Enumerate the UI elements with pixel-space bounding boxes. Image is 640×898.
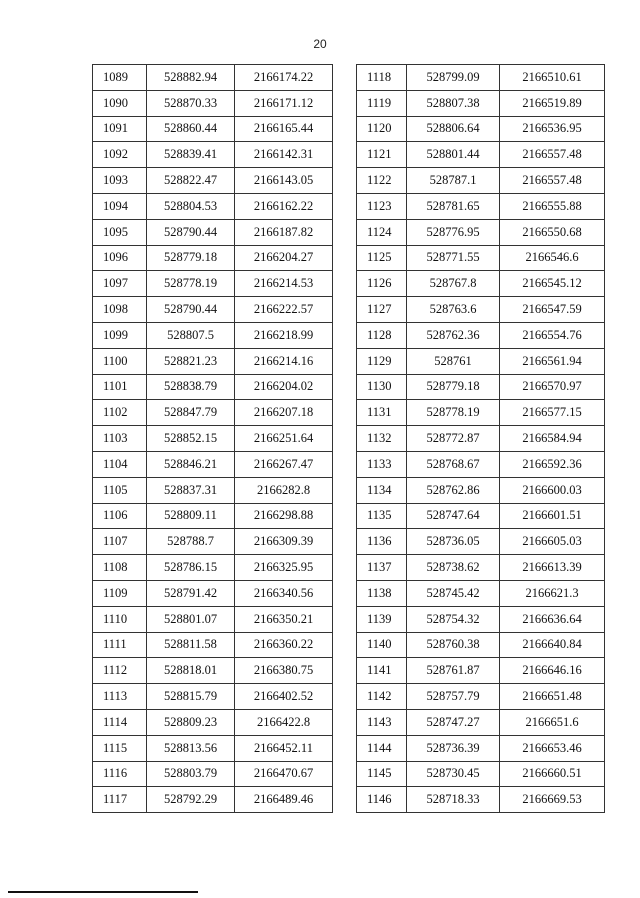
table-row xyxy=(93,400,333,426)
x-coordinate-cell: 528791.42 xyxy=(147,580,235,606)
table-row xyxy=(357,580,605,606)
y-coordinate-cell: 2166600.03 xyxy=(500,477,605,503)
table-row xyxy=(357,503,605,529)
x-coordinate-cell: 528778.19 xyxy=(147,271,235,297)
y-coordinate-cell: 2166422.8 xyxy=(235,709,333,735)
point-number-cell: 1138 xyxy=(357,580,407,606)
table-row xyxy=(357,451,605,477)
footnote-rule xyxy=(8,891,198,893)
y-coordinate-cell: 2166171.12 xyxy=(235,90,333,116)
x-coordinate-cell: 528788.7 xyxy=(147,529,235,555)
y-coordinate-cell: 2166222.57 xyxy=(235,297,333,323)
x-coordinate-cell: 528730.45 xyxy=(407,761,500,787)
point-number-cell: 1128 xyxy=(357,322,407,348)
y-coordinate-cell: 2166204.27 xyxy=(235,245,333,271)
point-number-cell: 1104 xyxy=(93,451,147,477)
table-row xyxy=(93,168,333,194)
x-coordinate-cell: 528815.79 xyxy=(147,684,235,710)
point-number-cell: 1108 xyxy=(93,555,147,581)
y-coordinate-cell: 2166510.61 xyxy=(500,65,605,91)
x-coordinate-cell: 528757.79 xyxy=(407,684,500,710)
point-number-cell: 1125 xyxy=(357,245,407,271)
point-number-cell: 1117 xyxy=(93,787,147,813)
x-coordinate-cell: 528776.95 xyxy=(407,219,500,245)
x-coordinate-cell: 528821.23 xyxy=(147,348,235,374)
table-row xyxy=(93,580,333,606)
x-coordinate-cell: 528787.1 xyxy=(407,168,500,194)
point-number-cell: 1137 xyxy=(357,555,407,581)
y-coordinate-cell: 2166350.21 xyxy=(235,606,333,632)
point-number-cell: 1120 xyxy=(357,116,407,142)
table-row xyxy=(357,787,605,813)
table-row xyxy=(357,245,605,271)
table-row xyxy=(93,90,333,116)
x-coordinate-cell: 528809.23 xyxy=(147,709,235,735)
y-coordinate-cell: 2166489.46 xyxy=(235,787,333,813)
y-coordinate-cell: 2166545.12 xyxy=(500,271,605,297)
y-coordinate-cell: 2166651.6 xyxy=(500,709,605,735)
x-coordinate-cell: 528870.33 xyxy=(147,90,235,116)
table-row xyxy=(357,90,605,116)
x-coordinate-cell: 528762.86 xyxy=(407,477,500,503)
y-coordinate-cell: 2166187.82 xyxy=(235,219,333,245)
point-number-cell: 1111 xyxy=(93,632,147,658)
table-row xyxy=(357,735,605,761)
page-number: 20 xyxy=(313,37,327,51)
point-number-cell: 1142 xyxy=(357,684,407,710)
x-coordinate-cell: 528839.41 xyxy=(147,142,235,168)
point-number-cell: 1103 xyxy=(93,426,147,452)
x-coordinate-cell: 528838.79 xyxy=(147,374,235,400)
point-number-cell: 1101 xyxy=(93,374,147,400)
point-number-cell: 1126 xyxy=(357,271,407,297)
table-row xyxy=(357,606,605,632)
point-number-cell: 1130 xyxy=(357,374,407,400)
x-coordinate-cell: 528809.11 xyxy=(147,503,235,529)
y-coordinate-cell: 2166142.31 xyxy=(235,142,333,168)
point-number-cell: 1115 xyxy=(93,735,147,761)
point-number-cell: 1099 xyxy=(93,322,147,348)
y-coordinate-cell: 2166557.48 xyxy=(500,168,605,194)
x-coordinate-cell: 528847.79 xyxy=(147,400,235,426)
table-row xyxy=(93,787,333,813)
point-number-cell: 1129 xyxy=(357,348,407,374)
table-row xyxy=(93,219,333,245)
table-row xyxy=(357,271,605,297)
point-number-cell: 1131 xyxy=(357,400,407,426)
point-number-cell: 1124 xyxy=(357,219,407,245)
y-coordinate-cell: 2166402.52 xyxy=(235,684,333,710)
y-coordinate-cell: 2166547.59 xyxy=(500,297,605,323)
table-row xyxy=(93,735,333,761)
table-row xyxy=(93,193,333,219)
y-coordinate-cell: 2166360.22 xyxy=(235,632,333,658)
table-row xyxy=(357,426,605,452)
table-row xyxy=(357,193,605,219)
x-coordinate-cell: 528778.19 xyxy=(407,400,500,426)
point-number-cell: 1100 xyxy=(93,348,147,374)
x-coordinate-cell: 528807.38 xyxy=(407,90,500,116)
table-row xyxy=(93,271,333,297)
table-row xyxy=(93,245,333,271)
coordinate-table-left-body xyxy=(93,65,333,813)
x-coordinate-cell: 528801.07 xyxy=(147,606,235,632)
x-coordinate-cell: 528811.58 xyxy=(147,632,235,658)
x-coordinate-cell: 528738.62 xyxy=(407,555,500,581)
x-coordinate-cell: 528779.18 xyxy=(147,245,235,271)
x-coordinate-cell: 528799.09 xyxy=(407,65,500,91)
table-row xyxy=(93,374,333,400)
y-coordinate-cell: 2166601.51 xyxy=(500,503,605,529)
y-coordinate-cell: 2166309.39 xyxy=(235,529,333,555)
point-number-cell: 1144 xyxy=(357,735,407,761)
table-row xyxy=(357,348,605,374)
point-number-cell: 1122 xyxy=(357,168,407,194)
table-row xyxy=(93,658,333,684)
y-coordinate-cell: 2166470.67 xyxy=(235,761,333,787)
y-coordinate-cell: 2166218.99 xyxy=(235,322,333,348)
point-number-cell: 1135 xyxy=(357,503,407,529)
point-number-cell: 1106 xyxy=(93,503,147,529)
point-number-cell: 1113 xyxy=(93,684,147,710)
y-coordinate-cell: 2166570.97 xyxy=(500,374,605,400)
x-coordinate-cell: 528818.01 xyxy=(147,658,235,684)
table-row xyxy=(93,477,333,503)
x-coordinate-cell: 528762.36 xyxy=(407,322,500,348)
table-row xyxy=(93,606,333,632)
x-coordinate-cell: 528813.56 xyxy=(147,735,235,761)
x-coordinate-cell: 528846.21 xyxy=(147,451,235,477)
point-number-cell: 1134 xyxy=(357,477,407,503)
point-number-cell: 1143 xyxy=(357,709,407,735)
coordinate-table-left xyxy=(92,64,333,813)
point-number-cell: 1114 xyxy=(93,709,147,735)
x-coordinate-cell: 528786.15 xyxy=(147,555,235,581)
x-coordinate-cell: 528790.44 xyxy=(147,297,235,323)
x-coordinate-cell: 528779.18 xyxy=(407,374,500,400)
y-coordinate-cell: 2166214.53 xyxy=(235,271,333,297)
point-number-cell: 1091 xyxy=(93,116,147,142)
y-coordinate-cell: 2166592.36 xyxy=(500,451,605,477)
y-coordinate-cell: 2166640.84 xyxy=(500,632,605,658)
y-coordinate-cell: 2166669.53 xyxy=(500,787,605,813)
table-row xyxy=(357,477,605,503)
table-row xyxy=(93,709,333,735)
table-row xyxy=(357,529,605,555)
x-coordinate-cell: 528790.44 xyxy=(147,219,235,245)
point-number-cell: 1090 xyxy=(93,90,147,116)
point-number-cell: 1092 xyxy=(93,142,147,168)
y-coordinate-cell: 2166554.76 xyxy=(500,322,605,348)
point-number-cell: 1105 xyxy=(93,477,147,503)
table-row xyxy=(93,761,333,787)
point-number-cell: 1096 xyxy=(93,245,147,271)
y-coordinate-cell: 2166267.47 xyxy=(235,451,333,477)
point-number-cell: 1139 xyxy=(357,606,407,632)
x-coordinate-cell: 528747.64 xyxy=(407,503,500,529)
x-coordinate-cell: 528736.39 xyxy=(407,735,500,761)
point-number-cell: 1132 xyxy=(357,426,407,452)
point-number-cell: 1094 xyxy=(93,193,147,219)
y-coordinate-cell: 2166207.18 xyxy=(235,400,333,426)
table-row xyxy=(93,297,333,323)
y-coordinate-cell: 2166204.02 xyxy=(235,374,333,400)
y-coordinate-cell: 2166660.51 xyxy=(500,761,605,787)
y-coordinate-cell: 2166143.05 xyxy=(235,168,333,194)
x-coordinate-cell: 528761 xyxy=(407,348,500,374)
x-coordinate-cell: 528860.44 xyxy=(147,116,235,142)
y-coordinate-cell: 2166282.8 xyxy=(235,477,333,503)
x-coordinate-cell: 528801.44 xyxy=(407,142,500,168)
x-coordinate-cell: 528804.53 xyxy=(147,193,235,219)
y-coordinate-cell: 2166584.94 xyxy=(500,426,605,452)
point-number-cell: 1118 xyxy=(357,65,407,91)
point-number-cell: 1136 xyxy=(357,529,407,555)
x-coordinate-cell: 528852.15 xyxy=(147,426,235,452)
point-number-cell: 1107 xyxy=(93,529,147,555)
y-coordinate-cell: 2166251.64 xyxy=(235,426,333,452)
point-number-cell: 1089 xyxy=(93,65,147,91)
y-coordinate-cell: 2166621.3 xyxy=(500,580,605,606)
y-coordinate-cell: 2166165.44 xyxy=(235,116,333,142)
table-row xyxy=(357,65,605,91)
table-row xyxy=(93,348,333,374)
point-number-cell: 1095 xyxy=(93,219,147,245)
x-coordinate-cell: 528822.47 xyxy=(147,168,235,194)
table-row xyxy=(93,142,333,168)
table-row xyxy=(93,116,333,142)
y-coordinate-cell: 2166536.95 xyxy=(500,116,605,142)
point-number-cell: 1123 xyxy=(357,193,407,219)
coordinate-table-right xyxy=(356,64,605,813)
y-coordinate-cell: 2166519.89 xyxy=(500,90,605,116)
table-row xyxy=(357,322,605,348)
y-coordinate-cell: 2166561.94 xyxy=(500,348,605,374)
x-coordinate-cell: 528747.27 xyxy=(407,709,500,735)
x-coordinate-cell: 528768.67 xyxy=(407,451,500,477)
point-number-cell: 1127 xyxy=(357,297,407,323)
x-coordinate-cell: 528781.65 xyxy=(407,193,500,219)
y-coordinate-cell: 2166452.11 xyxy=(235,735,333,761)
table-row xyxy=(357,709,605,735)
table-row xyxy=(357,658,605,684)
y-coordinate-cell: 2166162.22 xyxy=(235,193,333,219)
x-coordinate-cell: 528718.33 xyxy=(407,787,500,813)
y-coordinate-cell: 2166340.56 xyxy=(235,580,333,606)
point-number-cell: 1093 xyxy=(93,168,147,194)
x-coordinate-cell: 528803.79 xyxy=(147,761,235,787)
point-number-cell: 1140 xyxy=(357,632,407,658)
table-row xyxy=(357,555,605,581)
x-coordinate-cell: 528807.5 xyxy=(147,322,235,348)
y-coordinate-cell: 2166613.39 xyxy=(500,555,605,581)
x-coordinate-cell: 528771.55 xyxy=(407,245,500,271)
table-row xyxy=(93,65,333,91)
x-coordinate-cell: 528767.8 xyxy=(407,271,500,297)
coordinate-table-right-body xyxy=(357,65,605,813)
table-row xyxy=(357,632,605,658)
table-row xyxy=(93,451,333,477)
y-coordinate-cell: 2166636.64 xyxy=(500,606,605,632)
point-number-cell: 1102 xyxy=(93,400,147,426)
point-number-cell: 1141 xyxy=(357,658,407,684)
point-number-cell: 1110 xyxy=(93,606,147,632)
table-row xyxy=(93,426,333,452)
x-coordinate-cell: 528754.32 xyxy=(407,606,500,632)
table-row xyxy=(357,297,605,323)
table-row xyxy=(357,400,605,426)
x-coordinate-cell: 528772.87 xyxy=(407,426,500,452)
point-number-cell: 1112 xyxy=(93,658,147,684)
table-row xyxy=(93,322,333,348)
x-coordinate-cell: 528760.38 xyxy=(407,632,500,658)
y-coordinate-cell: 2166325.95 xyxy=(235,555,333,581)
table-row xyxy=(93,555,333,581)
y-coordinate-cell: 2166651.48 xyxy=(500,684,605,710)
table-row xyxy=(93,529,333,555)
y-coordinate-cell: 2166577.15 xyxy=(500,400,605,426)
y-coordinate-cell: 2166214.16 xyxy=(235,348,333,374)
point-number-cell: 1121 xyxy=(357,142,407,168)
table-row xyxy=(357,684,605,710)
table-row xyxy=(357,168,605,194)
point-number-cell: 1097 xyxy=(93,271,147,297)
table-row xyxy=(357,116,605,142)
y-coordinate-cell: 2166380.75 xyxy=(235,658,333,684)
x-coordinate-cell: 528882.94 xyxy=(147,65,235,91)
x-coordinate-cell: 528792.29 xyxy=(147,787,235,813)
point-number-cell: 1145 xyxy=(357,761,407,787)
point-number-cell: 1109 xyxy=(93,580,147,606)
table-row xyxy=(93,503,333,529)
y-coordinate-cell: 2166546.6 xyxy=(500,245,605,271)
point-number-cell: 1098 xyxy=(93,297,147,323)
y-coordinate-cell: 2166605.03 xyxy=(500,529,605,555)
y-coordinate-cell: 2166174.22 xyxy=(235,65,333,91)
x-coordinate-cell: 528806.64 xyxy=(407,116,500,142)
y-coordinate-cell: 2166298.88 xyxy=(235,503,333,529)
table-row xyxy=(357,219,605,245)
table-row xyxy=(93,632,333,658)
point-number-cell: 1133 xyxy=(357,451,407,477)
table-row xyxy=(93,684,333,710)
y-coordinate-cell: 2166550.68 xyxy=(500,219,605,245)
y-coordinate-cell: 2166555.88 xyxy=(500,193,605,219)
x-coordinate-cell: 528763.6 xyxy=(407,297,500,323)
point-number-cell: 1146 xyxy=(357,787,407,813)
x-coordinate-cell: 528745.42 xyxy=(407,580,500,606)
table-row xyxy=(357,374,605,400)
table-row xyxy=(357,761,605,787)
table-row xyxy=(357,142,605,168)
x-coordinate-cell: 528736.05 xyxy=(407,529,500,555)
x-coordinate-cell: 528837.31 xyxy=(147,477,235,503)
y-coordinate-cell: 2166557.48 xyxy=(500,142,605,168)
point-number-cell: 1119 xyxy=(357,90,407,116)
point-number-cell: 1116 xyxy=(93,761,147,787)
y-coordinate-cell: 2166646.16 xyxy=(500,658,605,684)
y-coordinate-cell: 2166653.46 xyxy=(500,735,605,761)
x-coordinate-cell: 528761.87 xyxy=(407,658,500,684)
